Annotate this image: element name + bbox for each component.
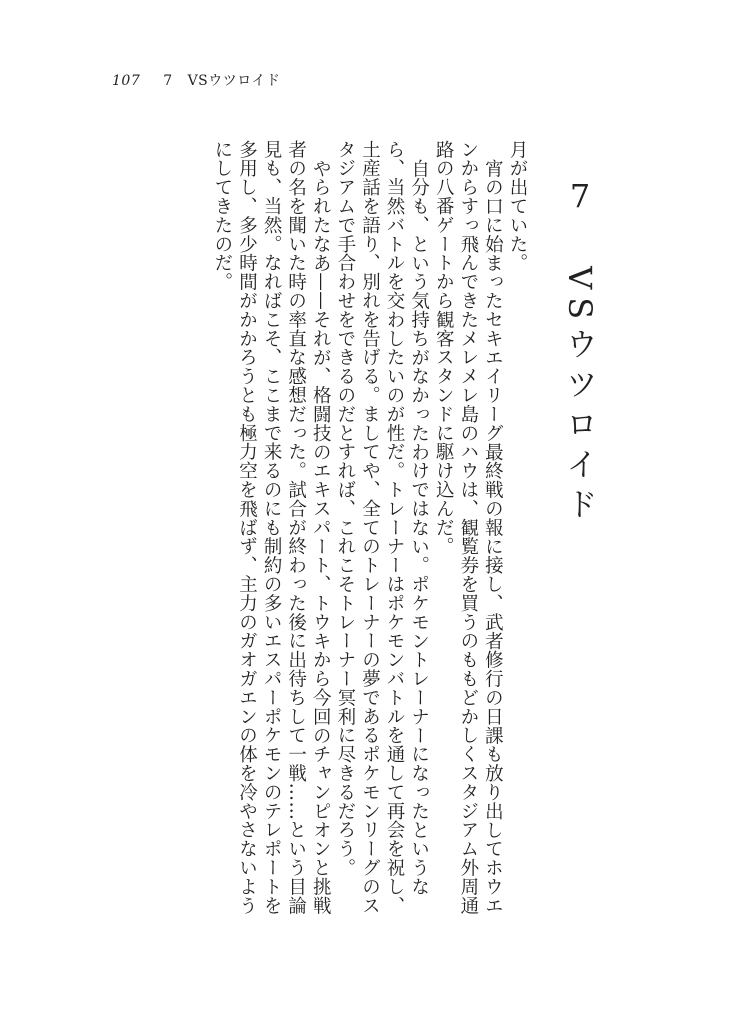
header-chapter-number: 7 [163,73,173,89]
chapter-number: 7 [569,180,591,212]
paragraph-1: 月が出ていた。 [507,140,528,273]
chapter-title: VSウツロイド [561,266,599,528]
paragraph-2: 宵の口に始まったセキエイリーグ最終戦の報に接し、武者修行の日課も放り出してホウエンからすっ飛んできたメレメレ島のハウは、観覧券を買うのももどかしくスタジアム外周通路の八番ゲートから観客スタンドに駆け込んだ。 [433,140,504,915]
page-number: 107 [112,73,141,89]
body-text [209,140,529,930]
header-chapter-title: VSウツロイド [187,73,281,89]
paragraph-3: 自分も、という気持ちがなかったわけではない。ポケモントレーナーになったというなら、当然バトルを交わしたいのが性だ。トレーナーはポケモンバトルを通して再会を祝し、土産話を語り、別れを告げる。ましてや、全てのトレーナーの夢であるポケモンリーグのスタジアムで手合わせをできるのだとすれば、これこそトレーナー冥利に尽きるだろう。 [334,140,430,915]
running-header [112,70,280,90]
chapter-heading [560,180,600,527]
paragraph-4: やられたなあ——それが、格闘技のエキスパート、トウキから今回のチャンピオンと挑戦者の名を聞いた時の率直な感想だった。試合が終わった後に出待ちして一戦……という目論見も、当然。なればこそ、ここまで来るのにも制約の多いエスパーポケモンのテレポートを多用し、多少時間がかかろうとも極力空を飛ばず、主力のガオガエンの体を冷やさないようにしてきたのだ。 [211,140,332,915]
